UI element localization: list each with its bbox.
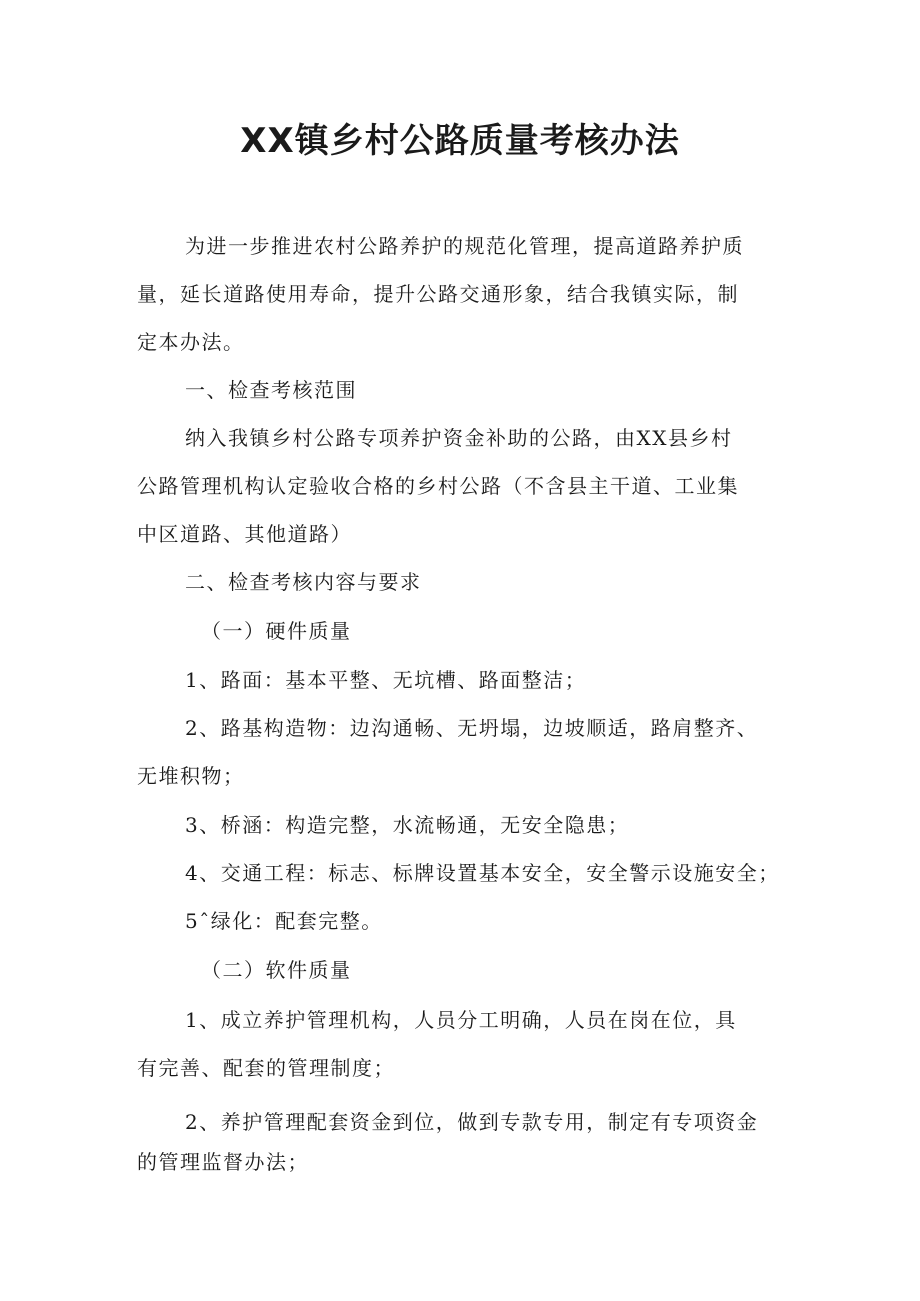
software-item-1-line-1: 1、成立养护管理机构，人员分工明确，人员在岗在位，具 bbox=[185, 1008, 737, 1032]
software-item-1-line-2: 有完善、配套的管理制度； bbox=[137, 1056, 395, 1080]
intro-line-3: 定本办法。 bbox=[137, 330, 245, 354]
hardware-item-2-line-1: 2、路基构造物：边沟通畅、无坍塌，边坡顺适，路肩整齐、 bbox=[185, 716, 759, 740]
section1-body-line-3: 中区道路、其他道路） bbox=[137, 522, 352, 546]
hardware-item-4-text: 4、交通工程：标志、标牌设置基本安全，安全警示设施安全； bbox=[185, 861, 780, 885]
hardware-item-5-text: 5ˆ绿化：配套完整。 bbox=[185, 909, 383, 933]
hardware-item-5 bbox=[137, 897, 797, 945]
software-item-2 bbox=[137, 1102, 797, 1182]
intro-line-2: 量，延长道路使用寿命，提升公路交通形象，结合我镇实际，制 bbox=[137, 282, 739, 306]
hardware-item-1 bbox=[137, 656, 797, 704]
hardware-heading bbox=[137, 607, 797, 655]
software-heading-text: （二）软件质量 bbox=[201, 958, 352, 982]
section2-heading-text: 二、检查考核内容与要求 bbox=[185, 570, 422, 594]
software-heading bbox=[137, 946, 797, 994]
section1-body bbox=[137, 414, 797, 558]
section1-body-line-1: 纳入我镇乡村公路专项养护资金补助的公路，由XX县乡村 bbox=[185, 426, 733, 450]
software-item-2-line-2: 的管理监督办法； bbox=[137, 1150, 309, 1174]
document-title: XX镇乡村公路质量考核办法 bbox=[240, 121, 680, 161]
section1-body-line-2: 公路管理机构认定验收合格的乡村公路（不含县主干道、工业集 bbox=[137, 474, 739, 498]
section2-heading bbox=[137, 558, 797, 606]
hardware-item-3-text: 3、桥涵：构造完整，水流畅通，无安全隐患； bbox=[185, 813, 630, 837]
hardware-item-4 bbox=[137, 849, 797, 897]
software-item-1 bbox=[137, 996, 797, 1092]
hardware-item-1-text: 1、路面：基本平整、无坑槽、路面整洁； bbox=[185, 668, 587, 692]
section1-heading-text: 一、检查考核范围 bbox=[185, 378, 357, 402]
intro-line-1: 为进一步推进农村公路养护的规范化管理，提高道路养护质 bbox=[185, 234, 744, 258]
hardware-item-3 bbox=[137, 801, 797, 849]
hardware-item-2-line-2: 无堆积物； bbox=[137, 764, 245, 788]
software-item-2-line-1: 2、养护管理配套资金到位，做到专款专用，制定有专项资金 bbox=[185, 1110, 759, 1134]
intro-paragraph bbox=[137, 222, 797, 366]
section1-heading bbox=[137, 366, 797, 414]
hardware-heading-text: （一）硬件质量 bbox=[201, 619, 352, 643]
hardware-item-2 bbox=[137, 704, 797, 800]
